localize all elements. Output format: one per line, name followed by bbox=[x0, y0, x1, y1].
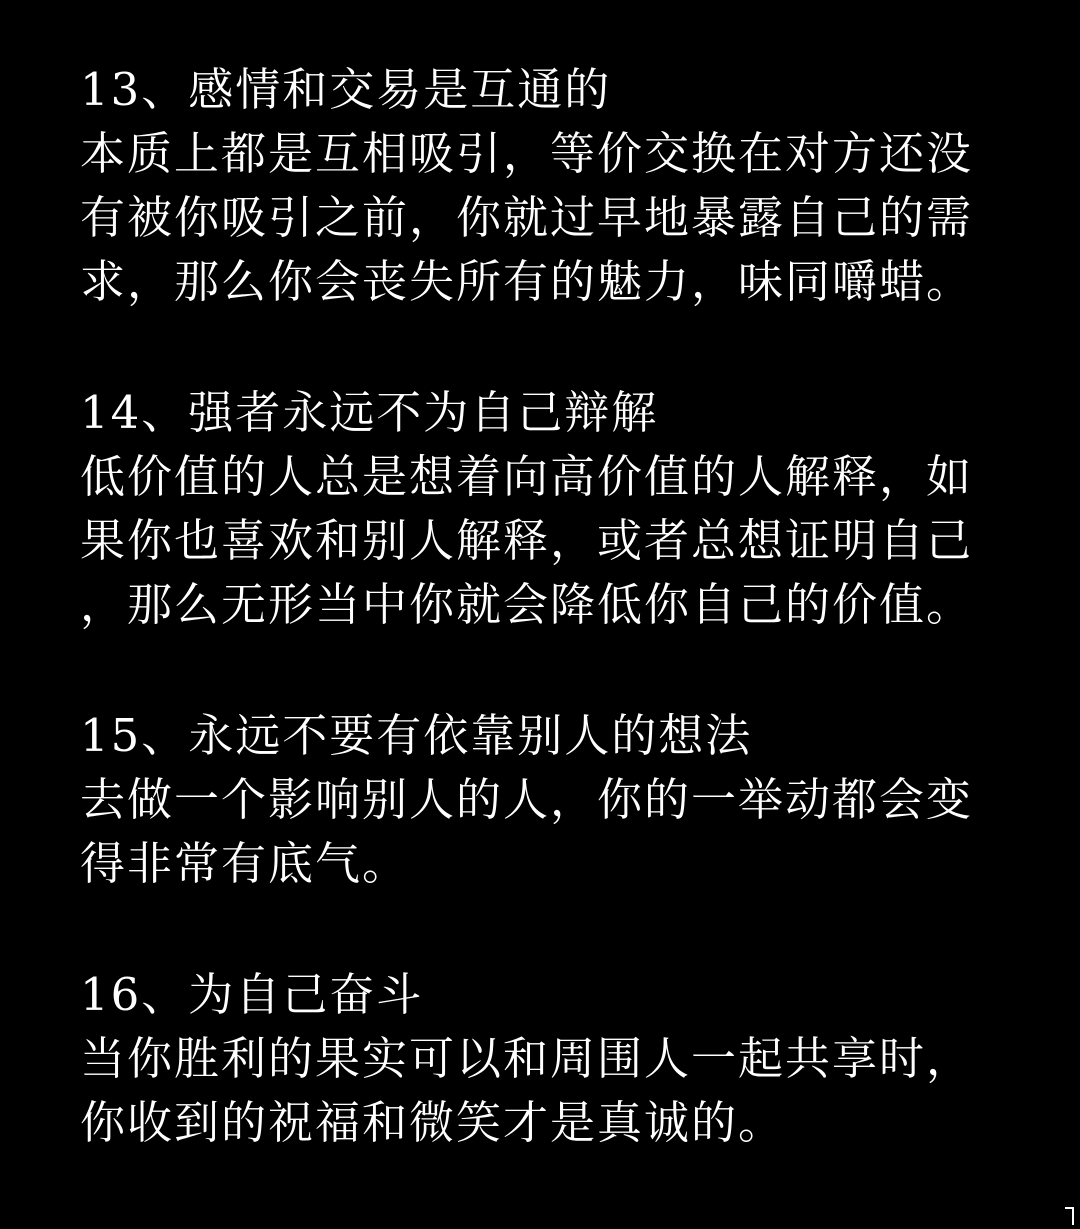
section-15 bbox=[80, 704, 1010, 896]
section-14 bbox=[80, 381, 1010, 637]
section-title: 15、永远不要有依靠别人的想法 bbox=[80, 709, 753, 762]
section-title: 14、强者永远不为自己辩解 bbox=[80, 386, 659, 439]
section-title: 13、感情和交易是互通的 bbox=[80, 63, 612, 116]
body-line: 当你胜利的果实可以和周围人一起共享时， bbox=[80, 1032, 974, 1085]
corner-bracket-icon bbox=[1065, 1207, 1074, 1225]
body-line: 果你也喜欢和别人解释，或者总想证明自己 bbox=[80, 514, 974, 567]
body-line: 你收到的祝福和微笑才是真诚的。 bbox=[80, 1096, 786, 1149]
section-13 bbox=[80, 58, 1010, 314]
body-line: 本质上都是互相吸引，等价交换在对方还没 bbox=[80, 127, 974, 180]
body-line: ，那么无形当中你就会降低你自己的价值。 bbox=[80, 578, 974, 631]
section-16 bbox=[80, 963, 1010, 1155]
section-title: 16、为自己奋斗 bbox=[80, 968, 424, 1021]
body-line: 有被你吸引之前，你就过早地暴露自己的需 bbox=[80, 191, 974, 244]
body-line: 求，那么你会丧失所有的魅力，味同嚼蜡。 bbox=[80, 255, 974, 308]
body-line: 去做一个影响别人的人，你的一举动都会变 bbox=[80, 773, 974, 826]
quote-list bbox=[80, 58, 1010, 1155]
body-line: 得非常有底气。 bbox=[80, 837, 410, 890]
body-line: 低价值的人总是想着向高价值的人解释，如 bbox=[80, 450, 974, 503]
